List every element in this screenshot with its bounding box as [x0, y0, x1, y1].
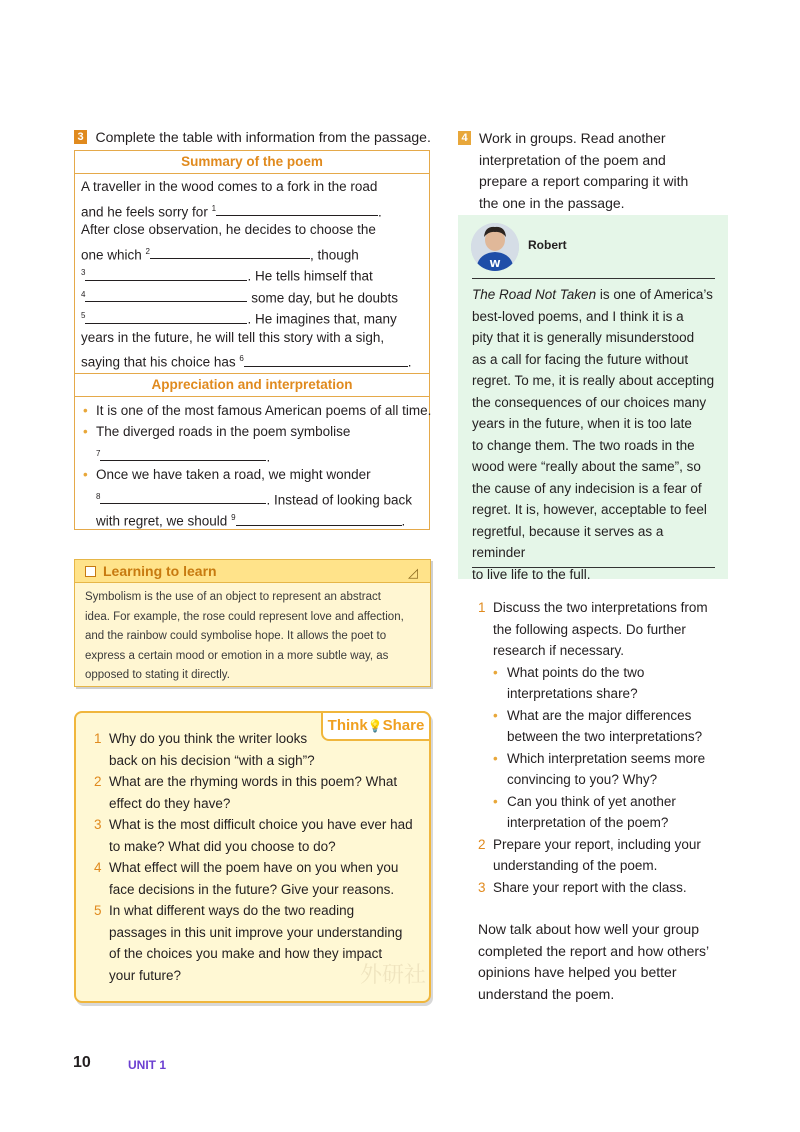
closing-paragraph: Now talk about how well your group completed the report and how others’ opinions have helped you better understand the poem.: [478, 921, 710, 1002]
task-bullet: • What are the major differences between the two interpretations?: [493, 707, 703, 744]
svg-text:W: W: [489, 259, 501, 270]
section-number-badge: 4: [458, 131, 471, 145]
task-item: 3 Share your report with the class.: [478, 879, 687, 895]
section4-instruction: Work in groups. Read another: [479, 130, 666, 146]
summary-line: A traveller in the wood comes to a fork in the road: [81, 179, 378, 194]
learning-body: [75, 583, 430, 691]
task-item: 1 Discuss the two interpretations from the following aspects. Do further research if necessary.: [478, 600, 708, 658]
blank-8[interactable]: [100, 491, 266, 504]
question-item: 3 What is the most difficult choice you have ever had to make? What did you choose to do?: [94, 817, 413, 854]
question-item: 1 Why do you think the writer looks back on his decision “with a sigh”?: [94, 731, 315, 768]
square-icon: [85, 566, 96, 577]
author-name: Robert: [528, 238, 567, 252]
appreciation-bullet: • The diverged roads in the poem symbolise: [96, 421, 423, 443]
interpretation-box: [458, 215, 728, 582]
learning-line: idea. For example, the rose could represent love and affection,: [85, 610, 404, 623]
publisher-watermark: 外研社: [360, 963, 427, 988]
section4-instruction: prepare a report comparing it with: [479, 173, 689, 189]
appreciation-line: $^8$ . Instead of looking back: [96, 491, 413, 507]
blank-1[interactable]: [216, 203, 378, 216]
section4-instruction: interpretation of the poem and: [479, 151, 666, 168]
summary-title: Summary of the poem: [75, 151, 429, 174]
unit-label: UNIT 1: [128, 1058, 167, 1072]
appreciation-title: Appreciation and interpretation: [75, 373, 429, 397]
blank-6[interactable]: [244, 354, 408, 367]
learning-line: opposed to stating it directly.: [85, 669, 230, 681]
summary-line: one which $^2$ , though: [81, 246, 359, 262]
task-bullet: • Which interpretation seems more convincing to you? Why?: [493, 750, 706, 787]
learning-to-learn-box: [74, 559, 431, 687]
appreciation-bullet: • It is one of the most famous American poems of all time.: [96, 400, 423, 422]
summary-line: $^4$ some day, but he doubts: [81, 289, 399, 305]
task-bullet: • What points do the two interpretations share?: [493, 664, 645, 701]
learning-header: [75, 560, 430, 583]
question-item: 4 What effect will the poem have on you when you face decisions in the future? Give your reasons.: [94, 860, 399, 897]
summary-line: saying that his choice has $^6$ .: [81, 354, 412, 370]
appreciation-bullet: • Once we have taken a road, we might wonder: [96, 464, 423, 486]
learning-line: and the rainbow could symbolise hope. It allows the poet to: [85, 630, 387, 642]
appreciation-line: with regret, we should $^9$ .: [96, 513, 406, 529]
blank-5[interactable]: [85, 311, 247, 324]
pencil-icon: ◿: [408, 565, 418, 580]
summary-table: [74, 150, 430, 530]
learning-line: Symbolism is the use of an object to represent an abstract: [85, 591, 381, 603]
summary-line: $^3$ . He tells himself that: [81, 268, 373, 284]
summary-body: [75, 174, 429, 370]
divider: [472, 567, 715, 568]
divider: [472, 278, 715, 279]
lightbulb-icon: 💡: [367, 719, 383, 733]
section3-header: [74, 128, 444, 146]
learning-line: express a certain mood or emotion in a more subtle way, as: [85, 649, 389, 662]
page-number: 10: [73, 1054, 91, 1071]
person-icon: [471, 223, 519, 271]
avatar: [471, 223, 519, 271]
blank-7[interactable]: [100, 448, 266, 461]
question-item: 5 In what different ways do the two reading passages in this unit improve your understanding of the choices you make and how they impact your future?: [94, 903, 403, 983]
summary-line: After close observation, he decides to choose the: [81, 222, 376, 237]
task-item: 2 Prepare your report, including your understanding of the poem.: [478, 836, 701, 873]
section-number-badge: 3: [74, 130, 87, 144]
section4-instruction: the one in the passage.: [479, 194, 625, 211]
blank-9[interactable]: [236, 513, 402, 526]
task-bullet: • Can you think of yet another interpretation of the poem?: [493, 793, 676, 830]
blank-4[interactable]: [85, 289, 247, 302]
summary-line: and he feels sorry for $^1$ .: [81, 203, 382, 219]
interpretation-text: The Road Not Taken is one of America’s best-loved poems, and I think it is a pity that it is generally misunderstood as a call for facing the future without regret. To me, it is really about accepting the consequences of our choices many years in the future, when it is too late to change them. The two roads in the wood were “really about the same”, so the cause of any indecision is a fear of regret. It is, however, acceptable to feel regretful, because it serves as a reminder to live life to the full.: [472, 287, 715, 582]
poem-title: The Road Not Taken: [472, 287, 597, 302]
blank-3[interactable]: [85, 268, 247, 281]
think-share-logo: Think💡Share: [321, 711, 431, 741]
task-list: [478, 597, 738, 898]
section4-header: [458, 128, 728, 214]
summary-line: years in the future, he will tell this story with a sigh,: [81, 329, 385, 345]
appreciation-line: $^7$ .: [96, 448, 271, 464]
appreciation-body: [75, 397, 432, 529]
question-item: 2 What are the rhyming words in this poem? What effect do they have?: [94, 774, 398, 811]
think-share-list: [94, 728, 419, 986]
blank-2[interactable]: [150, 246, 310, 259]
section3-instruction: Complete the table with information from the passage.: [95, 128, 431, 145]
summary-line: $^5$ . He imagines that, many: [81, 311, 397, 327]
learning-title: Learning to learn: [103, 563, 217, 579]
